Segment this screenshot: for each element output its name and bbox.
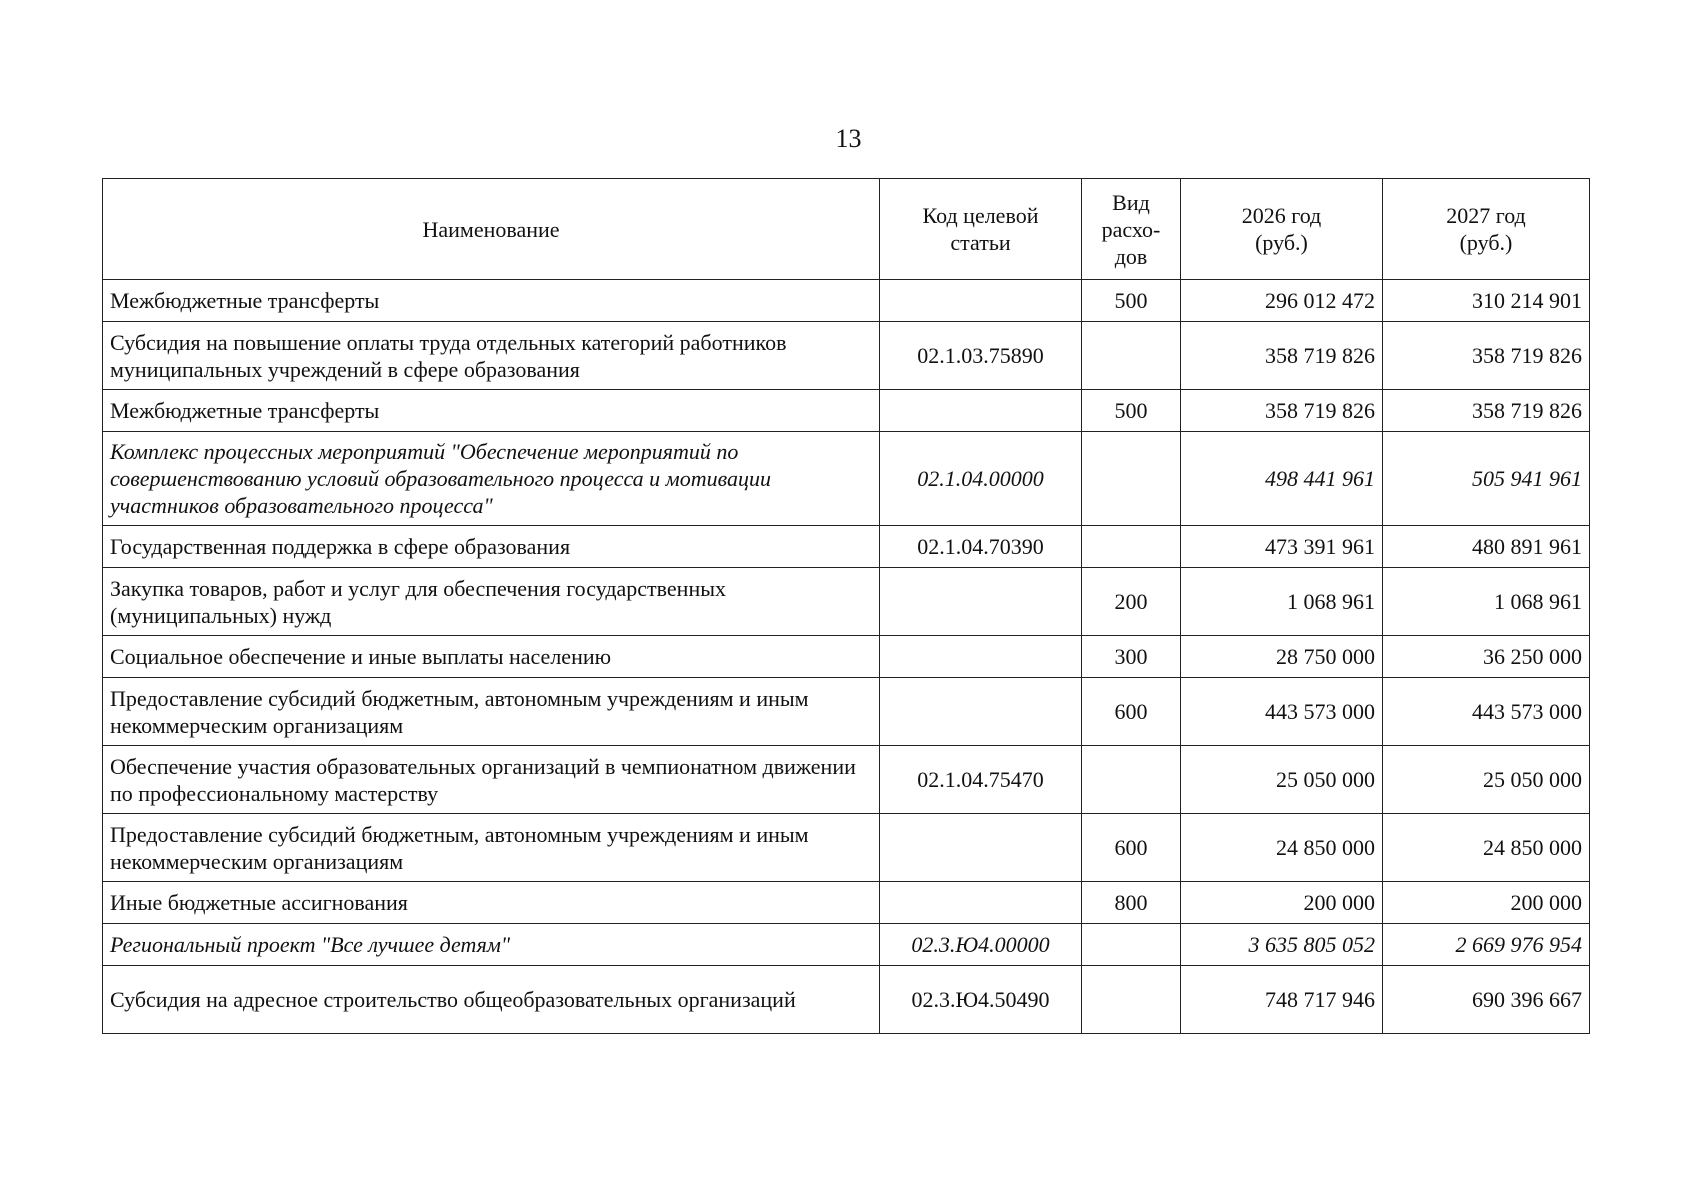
row-target-code: 02.1.03.75890 <box>880 322 1082 390</box>
header-code: Код целевой статьи <box>880 179 1082 280</box>
table-row <box>103 678 1590 746</box>
row-name: Предоставление субсидий бюджетным, автономным учреждениям и иным некоммерческим организациям <box>103 814 880 882</box>
table-row <box>103 526 1590 568</box>
table-row <box>103 322 1590 390</box>
row-amount-2027: 505 941 961 <box>1383 432 1590 526</box>
header-expense-type: Вид расхо-дов <box>1082 179 1181 280</box>
row-amount-2026: 200 000 <box>1181 882 1383 924</box>
row-target-code <box>880 390 1082 432</box>
table-row <box>103 568 1590 636</box>
row-expense-type <box>1082 966 1181 1034</box>
row-amount-2026: 28 750 000 <box>1181 636 1383 678</box>
row-expense-type <box>1082 526 1181 568</box>
row-amount-2027: 480 891 961 <box>1383 526 1590 568</box>
row-name: Комплекс процессных мероприятий "Обеспечение мероприятий по совершенствованию условий образовательного процесса и мотивации участников образовательного процесса" <box>103 432 880 526</box>
row-amount-2027: 36 250 000 <box>1383 636 1590 678</box>
row-amount-2027: 24 850 000 <box>1383 814 1590 882</box>
table-header-row <box>103 179 1590 280</box>
row-amount-2026: 498 441 961 <box>1181 432 1383 526</box>
header-name: Наименование <box>103 179 880 280</box>
row-name: Межбюджетные трансферты <box>103 280 880 322</box>
row-name: Социальное обеспечение и иные выплаты населению <box>103 636 880 678</box>
row-target-code: 02.1.04.75470 <box>880 746 1082 814</box>
header-year-2027: 2027 год (руб.) <box>1383 179 1590 280</box>
row-expense-type: 600 <box>1082 814 1181 882</box>
row-name: Закупка товаров, работ и услуг для обеспечения государственных (муниципальных) нужд <box>103 568 880 636</box>
table-row <box>103 746 1590 814</box>
row-expense-type: 500 <box>1082 280 1181 322</box>
row-target-code: 02.1.04.00000 <box>880 432 1082 526</box>
row-amount-2027: 1 068 961 <box>1383 568 1590 636</box>
row-amount-2027: 2 669 976 954 <box>1383 924 1590 966</box>
table-row <box>103 390 1590 432</box>
row-name: Межбюджетные трансферты <box>103 390 880 432</box>
row-name: Государственная поддержка в сфере образования <box>103 526 880 568</box>
row-target-code: 02.3.Ю4.00000 <box>880 924 1082 966</box>
page-number: 13 <box>835 124 862 153</box>
row-amount-2027: 443 573 000 <box>1383 678 1590 746</box>
table-row <box>103 814 1590 882</box>
header-year-2026: 2026 год (руб.) <box>1181 179 1383 280</box>
row-expense-type <box>1082 924 1181 966</box>
row-name: Региональный проект "Все лучшее детям" <box>103 924 880 966</box>
row-name: Предоставление субсидий бюджетным, автономным учреждениям и иным некоммерческим организациям <box>103 678 880 746</box>
row-target-code <box>880 814 1082 882</box>
row-expense-type: 600 <box>1082 678 1181 746</box>
row-name: Обеспечение участия образовательных организаций в чемпионатном движении по профессиональному мастерству <box>103 746 880 814</box>
row-amount-2027: 310 214 901 <box>1383 280 1590 322</box>
row-amount-2026: 1 068 961 <box>1181 568 1383 636</box>
row-amount-2027: 358 719 826 <box>1383 322 1590 390</box>
budget-table <box>102 178 1590 1034</box>
row-target-code: 02.3.Ю4.50490 <box>880 966 1082 1034</box>
row-expense-type <box>1082 746 1181 814</box>
row-target-code <box>880 678 1082 746</box>
row-amount-2027: 358 719 826 <box>1383 390 1590 432</box>
row-target-code <box>880 636 1082 678</box>
row-amount-2026: 24 850 000 <box>1181 814 1383 882</box>
row-target-code <box>880 568 1082 636</box>
table-row <box>103 966 1590 1034</box>
row-name: Иные бюджетные ассигнования <box>103 882 880 924</box>
row-amount-2026: 296 012 472 <box>1181 280 1383 322</box>
row-amount-2026: 25 050 000 <box>1181 746 1383 814</box>
table-row <box>103 924 1590 966</box>
row-expense-type <box>1082 432 1181 526</box>
row-target-code <box>880 280 1082 322</box>
row-amount-2027: 25 050 000 <box>1383 746 1590 814</box>
table-row <box>103 636 1590 678</box>
row-amount-2027: 690 396 667 <box>1383 966 1590 1034</box>
row-expense-type: 200 <box>1082 568 1181 636</box>
row-amount-2026: 3 635 805 052 <box>1181 924 1383 966</box>
table-row <box>103 882 1590 924</box>
table-row <box>103 280 1590 322</box>
row-amount-2026: 358 719 826 <box>1181 390 1383 432</box>
row-amount-2027: 200 000 <box>1383 882 1590 924</box>
row-amount-2026: 358 719 826 <box>1181 322 1383 390</box>
row-name: Субсидия на адресное строительство общеобразовательных организаций <box>103 966 880 1034</box>
row-expense-type: 800 <box>1082 882 1181 924</box>
row-expense-type: 300 <box>1082 636 1181 678</box>
row-amount-2026: 473 391 961 <box>1181 526 1383 568</box>
table-row <box>103 432 1590 526</box>
row-amount-2026: 443 573 000 <box>1181 678 1383 746</box>
row-expense-type <box>1082 322 1181 390</box>
row-target-code: 02.1.04.70390 <box>880 526 1082 568</box>
row-name: Субсидия на повышение оплаты труда отдельных категорий работников муниципальных учреждений в сфере образования <box>103 322 880 390</box>
row-expense-type: 500 <box>1082 390 1181 432</box>
row-target-code <box>880 882 1082 924</box>
row-amount-2026: 748 717 946 <box>1181 966 1383 1034</box>
